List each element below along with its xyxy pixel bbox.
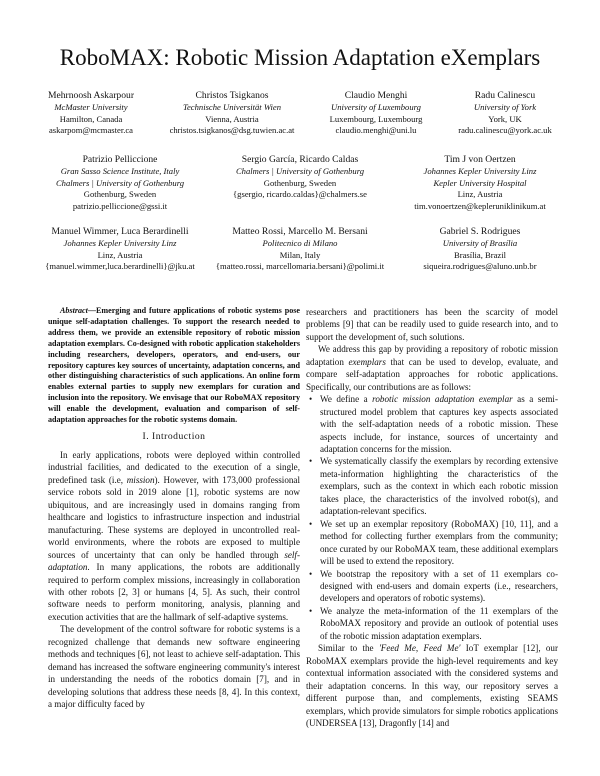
list-item: [309, 518, 558, 568]
author-location: Brasília, Brazil: [453, 249, 507, 260]
author-location: Luxembourg, Luxembourg: [329, 113, 423, 124]
author-name: Gabriel S. Rodrigues: [439, 226, 521, 237]
author-affiliation-secondary: Chalmers | University of Gothenburg: [55, 177, 185, 188]
intro-paragraph: [48, 449, 300, 623]
author-affiliation: Politecnico di Milano: [262, 238, 338, 249]
author-affiliation: University of York: [473, 102, 537, 113]
author-name: Matteo Rossi, Marcello M. Bersani: [232, 226, 368, 237]
list-item: [309, 393, 558, 455]
intro-paragraph: The development of the control software for robotic systems is a recognized challenge that demands new software engineering methods and techniques [6], not least to achieve self-adaptation. This demand has increased the software engineering community's interest in understanding the needs of the robotics domain [7], and in developing solutions that address these needs [8, 4]. In this context, a major difficulty faced by: [48, 624, 300, 710]
abstract: [48, 306, 300, 426]
author-entry: [30, 90, 152, 137]
text-run: Similar to the: [318, 643, 379, 654]
author-location: Vienna, Austria: [205, 113, 259, 124]
list-item: [309, 605, 558, 642]
section-heading: I. Introduction: [142, 430, 206, 442]
author-name: Radu Calinescu: [474, 90, 536, 101]
author-affiliation-secondary: Kepler University Hospital: [433, 177, 527, 188]
author-entry: [210, 226, 390, 273]
author-name: Patrizio Pelliccione: [82, 154, 158, 165]
author-location: Linz, Austria: [97, 249, 143, 260]
author-affiliation: Gran Sasso Science Institute, Italy: [60, 166, 180, 177]
text-run: . In many applications, the robots are additionally required to perform complex missions, increasingly in collaboration with other robots [2, 3] or humans [4, 5]. As such, their control software needs to perform monitoring, analysis, planning and execution activities that are the hallmark of self-adaptive systems.: [48, 562, 300, 622]
author-email: christos.tsigkanos@dsg.tuwien.ac.at: [169, 125, 295, 136]
author-email: askarpom@mcmaster.ca: [48, 125, 134, 136]
bullet-icon: •: [309, 568, 313, 579]
author-entry: [210, 154, 390, 212]
author-entry: [440, 90, 570, 137]
author-email: {matteo.rossi, marcellomaria.bersani}@polimi.it: [215, 261, 385, 272]
text-run: We analyze the meta-information of the 11 exemplars of the RoboMAX repository and provide an outlook of potential uses of the robotic mission adaptation exemplars.: [320, 605, 558, 641]
author-name: Mehrnoosh Askarpour: [47, 90, 135, 101]
author-email: patrizio.pelliccione@gssi.it: [72, 200, 168, 211]
bullet-icon: •: [309, 456, 313, 467]
author-email: radu.calinescu@york.ac.uk: [458, 125, 552, 136]
text-run: We set up an exemplar repository (RoboMAX) [10, 11], and a method for collecting further exemplars from the community; once curated by our RoboMAX team, these additional exemplars will be used to extend the repository.: [320, 518, 558, 567]
author-name: Sergio García, Ricardo Caldas: [241, 154, 359, 165]
list-item: [309, 455, 558, 517]
author-email: {manuel.wimmer,luca.berardinelli}@jku.at: [45, 261, 195, 272]
text-run: that can be used to develop, evaluate, and compare self-adaptation approaches for robotic applications. Specifically, our contributions are as follows:: [306, 356, 558, 392]
emphasis-text: self-adaptation: [48, 549, 300, 573]
emphasis-text: exemplars: [348, 356, 386, 367]
list-item: [309, 568, 558, 605]
emphasis-text: mission: [126, 474, 155, 485]
author-location: Milan, Italy: [279, 249, 321, 260]
author-row: [30, 226, 570, 273]
author-name: Tim J von Oertzen: [444, 154, 516, 165]
emphasis-text: robotic mission adaptation exemplar: [372, 394, 513, 405]
text-run: We define a: [320, 394, 373, 405]
author-affiliation: Technische Universität Wien: [182, 102, 282, 113]
author-email: {gsergio, ricardo.caldas}@chalmers.se: [233, 189, 367, 200]
author-affiliation: Johannes Kepler University Linz: [63, 238, 177, 249]
author-name: Christos Tsigkanos: [195, 90, 269, 101]
author-name: Manuel Wimmer, Luca Berardinelli: [51, 226, 189, 237]
author-affiliation: University of Luxembourg: [331, 102, 421, 113]
body-paragraph: [306, 642, 558, 729]
text-run: ). However, with 173,000 professional service robots sold in 2019 alone [1], robotic systems are now ubiquitous, and are increasingly used in domains ranging from healthcare and logistics to infrastructure inspection and industrial manufacturing. These systems are deployed in uncontrolled real-world environments, where the robots are exposed to multiple sources of uncertainty that can only be handled through: [48, 474, 300, 560]
text-run: as a semi-structured model problem that captures key aspects associated with the self-adaptation needs of a robotic mission. These aspects include, for instance, sources of uncertainty and adaptation concerns for the mission.: [320, 394, 558, 454]
text-run: IoT exemplar [12], our RoboMAX exemplars provide the high-level requirements and key contextual information associated with the considered systems and their adaptation concerns. In this way, our repository serves a different purpose than, and complements, existing SEAMS exemplars, which provide simulators for simple robotics applications (UNDERSEA [13], Dragonfly [14] and: [306, 643, 559, 728]
author-entry: [30, 226, 210, 273]
author-affiliation: Johannes Kepler University Linz: [423, 166, 537, 177]
author-row: [30, 154, 570, 212]
text-run: We address this gap by providing a repository of robotic mission adaptation: [306, 344, 558, 367]
author-email: claudio.menghi@uni.lu: [335, 125, 417, 136]
abstract-label: Abstract: [60, 306, 88, 315]
left-column: [48, 306, 300, 710]
text-run: In early applications, robots were deployed within controlled industrial facilities, and dedicated to the execution of a single, predefined task (i.e,: [48, 449, 300, 485]
author-entry: [152, 90, 312, 137]
paper-title: RoboMAX: Robotic Mission Adaptation eXemplars: [59, 45, 541, 70]
author-entry: [390, 154, 570, 212]
contribution-list: [306, 393, 558, 642]
body-paragraph: [306, 343, 558, 393]
author-row: [30, 90, 570, 137]
body-paragraph: researchers and practitioners has been the scarcity of model problems [9] that can be readily used to guide research into, and to support the development of, such solutions.: [306, 307, 558, 342]
right-column: [306, 306, 558, 729]
emphasis-text: 'Feed Me, Feed Me': [378, 643, 461, 654]
author-name: Claudio Menghi: [344, 90, 408, 101]
author-email: siqueira.rodrigues@aluno.unb.br: [423, 261, 537, 272]
author-entry: [390, 226, 570, 273]
text-run: We bootstrap the repository with a set of 11 exemplars co-designed with end-users and domain experts (i.e., researchers, developers and operators of robotic systems).: [320, 568, 558, 604]
author-location: Hamilton, Canada: [59, 113, 123, 124]
text-run: We systematically classify the exemplars by recording extensive meta-information highlighting the characteristics of the exemplars, such as the context in which each robotic mission takes place, the characteristics of the involved robot(s), and adaptation-relevant specifics.: [320, 456, 558, 517]
author-location: York, UK: [488, 113, 522, 124]
abstract-text: —Emerging and future applications of robotic systems pose unique self-adaptation challenges. To support the research needed to address them, we provide an extensible repository of robotic mission adaptation exemplars. Co-designed with robotic application stakeholders including researchers, developers, operators, and end-users, our repository captures key sources of uncertainty, adaptation concerns, and other distinguishing characteristics of such applications. An online form enables external parties to supply new exemplars for curation and inclusion into the repository. We envisage that our RoboMAX repository will enable the development, evaluation and comparison of self-adaptation approaches for the robotic systems domain.: [48, 306, 300, 425]
author-affiliation: McMaster University: [54, 102, 128, 113]
author-location: Gothenburg, Sweden: [263, 177, 337, 188]
bullet-icon: •: [309, 394, 313, 405]
author-location: Linz, Austria: [457, 189, 503, 200]
author-affiliation: University of Brasília: [442, 238, 518, 249]
bullet-icon: •: [309, 518, 313, 529]
author-entry: [312, 90, 440, 137]
author-location: Gothenburg, Sweden: [83, 189, 157, 200]
author-entry: [30, 154, 210, 212]
bullet-icon: •: [309, 605, 313, 616]
author-affiliation: Chalmers | University of Gothenburg: [235, 166, 365, 177]
author-email: tim.vonoertzen@kepleruniklinikum.at: [414, 200, 546, 211]
